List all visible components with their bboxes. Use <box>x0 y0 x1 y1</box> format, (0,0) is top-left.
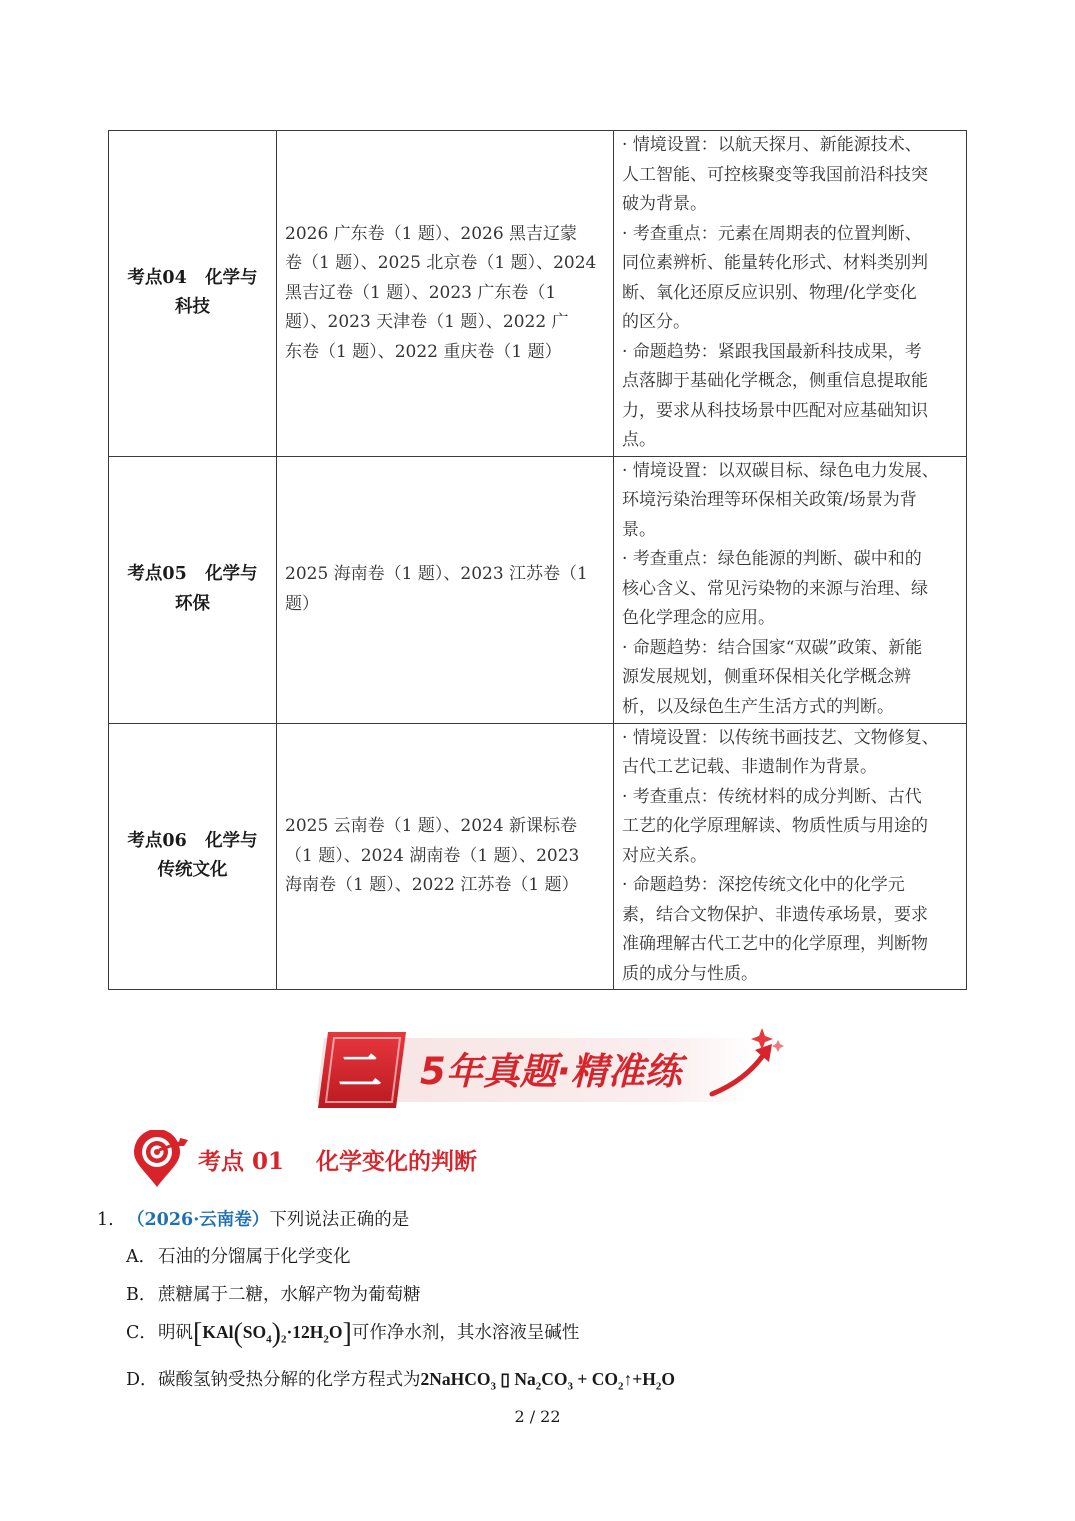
notes-line: 力，要求从科技场景中匹配对应基础知识 <box>622 400 928 421</box>
table-row <box>109 723 967 990</box>
topic-name-cont: 科技 <box>175 297 210 318</box>
table-row <box>109 131 967 457</box>
notes-line: · 情境设置：以传统书画技艺、文物修复、 <box>622 727 939 748</box>
option-a <box>126 1243 351 1268</box>
question-source: （2026·云南卷） <box>127 1210 270 1230</box>
table-row <box>109 456 967 723</box>
exams-cell <box>277 456 614 723</box>
notes-line: 质的成分与性质。 <box>622 963 758 984</box>
alum-formula: $[KAl(SO_4)_2\cdot 12H_2O]$ <box>193 1318 352 1349</box>
page-number: 2 / 22 <box>514 1407 561 1426</box>
topic-name-cont: 传统文化 <box>157 860 228 881</box>
notes-line: · 考查重点：传统材料的成分判断、古代 <box>622 786 922 807</box>
notes-line: 同位素辨析、能量转化形式、材料类别判 <box>622 253 928 273</box>
option-text: 石油的分馏属于化学变化 <box>158 1247 351 1267</box>
topic-name-cont: 环保 <box>175 593 210 614</box>
exams-cell <box>277 723 614 990</box>
option-d <box>126 1366 675 1393</box>
option-text-cont: 可作净水剂，其水溶液呈碱性 <box>351 1323 580 1343</box>
target-pin-icon <box>130 1130 192 1190</box>
topic-cell <box>109 723 277 990</box>
notes-line: 素，结合文物保护、非遗传承场景，要求 <box>622 904 928 925</box>
notes-line: 景。 <box>622 519 656 540</box>
option-letter: D． <box>126 1370 158 1390</box>
notes-line: · 命题趋势：结合国家“双碳”政策、新能 <box>622 637 923 658</box>
notes-line: 析，以及绿色生产生活方式的判断。 <box>622 696 894 717</box>
option-text: 碳酸氢钠受热分解的化学方程式为 <box>158 1370 421 1390</box>
notes-line: · 情境设置：以航天探月、新能源技术、 <box>622 135 922 155</box>
exams-line: 卷（1 题）、2025 北京卷（1 题）、2024 <box>285 253 597 273</box>
option-text: 明矾 <box>158 1323 193 1343</box>
notes-line: · 考查重点：绿色能源的判断、碳中和的 <box>622 549 922 570</box>
notes-line: 点。 <box>622 430 656 450</box>
notes-line: 对应关系。 <box>622 845 707 866</box>
sparkle-small-icon <box>772 1040 784 1052</box>
notes-line: 核心含义、常见污染物的来源与治理、绿 <box>622 578 928 599</box>
topic-name: 化学与 <box>205 564 258 584</box>
exams-line: 2026 广东卷（1 题）、2026 黑吉辽蒙 <box>285 223 578 244</box>
notes-line: · 情境设置：以双碳目标、绿色电力发展、 <box>622 460 939 481</box>
exams-line: （1 题）、2024 湖南卷（1 题）、2023 <box>285 845 580 866</box>
banner-graphic <box>314 1024 788 1116</box>
option-c <box>126 1318 579 1350</box>
notes-line: 点落脚于基础化学概念，侧重信息提取能 <box>622 371 928 391</box>
option-text: 蔗糖属于二糖，水解产物为葡萄糖 <box>158 1285 421 1305</box>
exams-line: 2025 云南卷（1 题）、2024 新课标卷 <box>285 816 578 836</box>
notes-line: 色化学理念的应用。 <box>622 608 775 629</box>
banner-badge-text: 二 <box>338 1046 382 1097</box>
banner-title: 5年真题·精准练 <box>420 1050 682 1093</box>
notes-line: 源发展规划，侧重环保相关化学概念辨 <box>622 667 911 688</box>
topic-code: 考点06 <box>127 830 187 851</box>
section-banner <box>314 1024 788 1116</box>
exams-line: 题） <box>285 593 319 614</box>
notes-line: · 命题趋势：深挖传统文化中的化学元 <box>622 875 905 895</box>
notes-cell <box>614 131 967 457</box>
option-letter: C． <box>126 1323 157 1343</box>
notes-cell <box>614 723 967 990</box>
equation-formula: 2NaHCO$_3$ ▯ $Na_2CO_3$ + $CO_2↑+H_2O$ <box>420 1369 675 1393</box>
exams-cell <box>277 131 614 457</box>
topic-cell <box>109 131 277 457</box>
option-letter: A． <box>126 1247 157 1267</box>
question-text: 下列说法正确的是 <box>269 1210 410 1230</box>
topic-name: 化学与 <box>205 830 258 851</box>
notes-line: · 命题趋势：紧跟我国最新科技成果，考 <box>622 341 922 362</box>
topic-cell <box>109 456 277 723</box>
exams-line: 题）、2023 天津卷（1 题）、2022 广 <box>285 312 569 332</box>
topic-code: 考点04 <box>127 267 187 288</box>
topic-code: 考点05 <box>127 564 187 584</box>
notes-line: 的区分。 <box>622 312 690 332</box>
notes-line: · 考查重点：元素在周期表的位置判断、 <box>622 223 922 244</box>
topic-table <box>108 130 967 990</box>
notes-line: 断、氧化还原反应识别、物理/化学变化 <box>622 282 917 303</box>
exams-line: 黑吉辽卷（1 题）、2023 广东卷（1 <box>285 282 557 303</box>
notes-line: 破为背景。 <box>622 194 707 214</box>
question-stem <box>97 1206 409 1231</box>
question-number: 1. <box>97 1210 114 1230</box>
exams-line: 东卷（1 题）、2022 重庆卷（1 题） <box>285 341 562 362</box>
option-b <box>126 1281 421 1306</box>
option-letter: B． <box>126 1285 157 1305</box>
notes-line: 环境污染治理等环保相关政策/场景为背 <box>622 490 917 511</box>
section-title <box>198 1143 477 1176</box>
notes-cell <box>614 456 967 723</box>
section-code: 考点 01 <box>198 1148 285 1175</box>
section-title-text: 化学变化的判断 <box>316 1148 478 1175</box>
notes-line: 人工智能、可控核聚变等我国前沿科技突 <box>622 164 928 185</box>
notes-line: 准确理解古代工艺中的化学原理，判断物 <box>622 934 928 954</box>
topic-name: 化学与 <box>205 267 258 288</box>
notes-line: 古代工艺记载、非遗制作为背景。 <box>622 757 877 777</box>
notes-line: 工艺的化学原理解读、物质性质与用途的 <box>622 816 928 836</box>
exams-line: 2025 海南卷（1 题）、2023 江苏卷（1 <box>285 564 588 584</box>
exams-line: 海南卷（1 题）、2022 江苏卷（1 题） <box>285 875 579 895</box>
